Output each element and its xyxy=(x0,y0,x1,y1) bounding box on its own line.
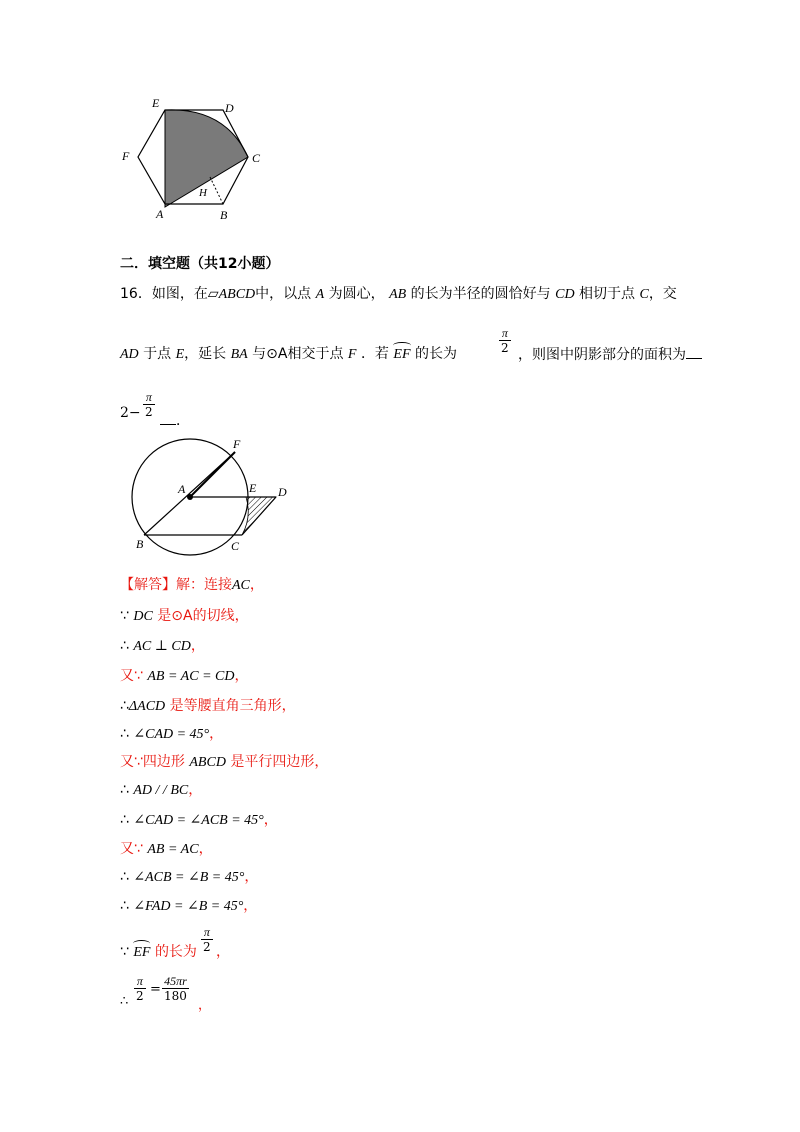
solution-prefix: ∴ xyxy=(120,726,129,742)
problem-line-2-end xyxy=(518,344,702,365)
arc-length-fraction xyxy=(201,925,213,954)
solution-text: ， xyxy=(243,898,258,914)
answer-minus: − xyxy=(128,405,141,421)
fraction-numerator: π xyxy=(136,974,143,988)
solution-prefix: ∴ xyxy=(120,898,129,914)
solution-math: AB = AC xyxy=(147,842,199,857)
solution-math: ∠FAD = ∠B = 45° xyxy=(133,899,244,914)
problem-text: ，延长 xyxy=(184,346,227,362)
fraction-numerator: π xyxy=(203,925,210,939)
problem-text: 与 xyxy=(252,346,267,362)
solution-prefix: ∴ xyxy=(120,698,129,714)
fraction-denominator: 180 xyxy=(164,989,187,1003)
solution-comma: ， xyxy=(249,577,264,593)
math-arc-ef: EF xyxy=(133,943,150,963)
solution-prefix: ∴ xyxy=(120,812,129,828)
label-H: H xyxy=(199,187,207,199)
solution-text: ， xyxy=(234,668,249,684)
label-C: C xyxy=(252,151,261,165)
label-F: F xyxy=(233,437,241,451)
solution-line xyxy=(120,724,223,745)
problem-text: 的长为 xyxy=(414,346,457,362)
label-A: A xyxy=(156,207,164,221)
solution-prefix: ∴ xyxy=(120,638,129,654)
solution-text: 的长为 xyxy=(154,944,197,960)
final-rhs-fraction xyxy=(162,974,189,1003)
label-E: E xyxy=(152,96,160,110)
circle-figure xyxy=(128,432,298,557)
answer-fraction xyxy=(143,390,155,419)
label-E: E xyxy=(249,481,257,495)
solution-prefix: ∵ xyxy=(120,944,129,960)
solution-line xyxy=(120,780,202,801)
label-A: A xyxy=(178,482,186,496)
problem-text: 相交于点 xyxy=(287,346,344,362)
label-F: F xyxy=(122,149,130,163)
arc-line-comma: ， xyxy=(216,944,230,960)
solution-math: ∠CAD = ∠ACB = 45° xyxy=(133,813,264,828)
solution-tag: 【解答】 xyxy=(120,577,176,593)
math-c: C xyxy=(639,287,649,302)
solution-line xyxy=(120,896,257,917)
solution-math: ΔACD xyxy=(128,699,166,714)
solution-text: ， xyxy=(263,812,278,828)
solution-prefix: ∴ xyxy=(120,869,129,885)
fraction-denominator: 2 xyxy=(136,989,144,1003)
solution-line xyxy=(120,696,296,717)
solution-text: 解：连接 xyxy=(176,577,232,593)
solution-intro xyxy=(120,575,264,596)
math-cd: CD xyxy=(555,287,575,302)
solution-math: ∠CAD = 45° xyxy=(133,727,210,742)
solution-math: AB = AC = CD xyxy=(147,669,235,684)
math-abcd: ABCD xyxy=(218,287,256,302)
solution-prefix: ∴ xyxy=(120,782,129,798)
solution-text: 是等腰直角三角形， xyxy=(169,698,296,714)
answer-period: ． xyxy=(176,413,190,429)
fraction-denominator: 2 xyxy=(145,405,153,419)
answer-line-end xyxy=(160,410,190,431)
problem-line-2 xyxy=(120,344,457,365)
math-ba: BA xyxy=(230,347,248,362)
fraction-numerator: π xyxy=(501,326,508,340)
final-lhs-fraction xyxy=(134,974,146,1003)
center-point-a xyxy=(187,494,193,500)
section-header: 二．填空题（共12小题） xyxy=(120,256,280,272)
solution-math: ABCD xyxy=(189,755,226,770)
label-C: C xyxy=(231,539,240,553)
solution-prefix: 又∵ xyxy=(120,841,143,857)
math-e: E xyxy=(175,347,185,362)
solution-prefix: 又∵ xyxy=(120,668,143,684)
solution-arc-line xyxy=(120,942,197,963)
problem-text: 相切于点 xyxy=(579,286,636,302)
problem-line-1 xyxy=(120,284,677,305)
problem-number: 16． xyxy=(120,286,152,302)
solution-math: ∠ACB = ∠B = 45° xyxy=(133,870,245,885)
solution-line xyxy=(120,606,249,627)
answer-blank-start xyxy=(686,344,702,359)
fraction-numerator: π xyxy=(145,390,152,404)
fraction-pi-over-2 xyxy=(499,326,511,355)
solution-text: ， xyxy=(198,841,213,857)
solution-line xyxy=(120,810,278,831)
problem-text: 的长为半径的圆恰好与 xyxy=(410,286,551,302)
math-ad: AD xyxy=(120,347,139,362)
problem-text: ，交 xyxy=(648,286,677,302)
solution-prefix: 又∵ xyxy=(120,754,143,770)
problem-text: 于点 xyxy=(143,346,172,362)
label-B: B xyxy=(220,208,228,222)
solution-text: ， xyxy=(244,869,259,885)
math-ac: AC xyxy=(232,578,250,593)
problem-text: ，则图中阴影部分的面积为 xyxy=(518,347,686,363)
solution-math: AD / / BC xyxy=(133,783,189,798)
answer-blank-end xyxy=(160,410,176,425)
math-f: F xyxy=(347,347,357,362)
solution-math: AC ⊥ CD xyxy=(133,639,191,654)
equals-sign: = xyxy=(150,982,161,997)
solution-line xyxy=(120,666,248,687)
fraction-numerator: 45πr xyxy=(164,974,187,988)
solution-text: 是平行四边形， xyxy=(230,754,329,770)
problem-text: 中，以点 xyxy=(255,286,312,302)
solution-line xyxy=(120,867,258,888)
answer-line xyxy=(120,403,141,423)
solution-text: ， xyxy=(188,782,203,798)
math-a: A xyxy=(315,287,325,302)
parallelogram-symbol: ▱ xyxy=(207,286,219,302)
problem-text: 为圆心， xyxy=(328,286,385,302)
hexagon-figure xyxy=(110,92,280,227)
label-D: D xyxy=(278,485,287,499)
solution-line xyxy=(120,636,205,657)
solution-text: ， xyxy=(198,998,212,1013)
problem-text: ．若 xyxy=(360,346,389,362)
segment-af-thick xyxy=(190,452,235,497)
solution-text: ， xyxy=(209,726,224,742)
solution-text: ， xyxy=(190,638,205,654)
solution-prefix: ∵ xyxy=(120,608,129,624)
solution-math: DC xyxy=(133,609,153,624)
solution-prefix: ∴ xyxy=(120,994,129,1009)
fraction-denominator: 2 xyxy=(203,940,211,954)
math-arc-ef: EF xyxy=(393,345,410,365)
label-B: B xyxy=(136,537,144,551)
math-ab: AB xyxy=(389,287,407,302)
solution-line xyxy=(120,752,328,773)
answer-two: 2 xyxy=(120,405,129,421)
solution-line xyxy=(120,839,213,860)
solution-text: 四边形 xyxy=(142,754,185,770)
problem-text: 如图，在 xyxy=(151,286,208,302)
math-circle-a: ⊙A xyxy=(266,346,288,362)
label-D: D xyxy=(225,101,234,115)
fraction-denominator: 2 xyxy=(501,341,509,355)
solution-text: 是⊙A的切线， xyxy=(157,608,249,624)
dotted-line-bh xyxy=(210,177,223,204)
